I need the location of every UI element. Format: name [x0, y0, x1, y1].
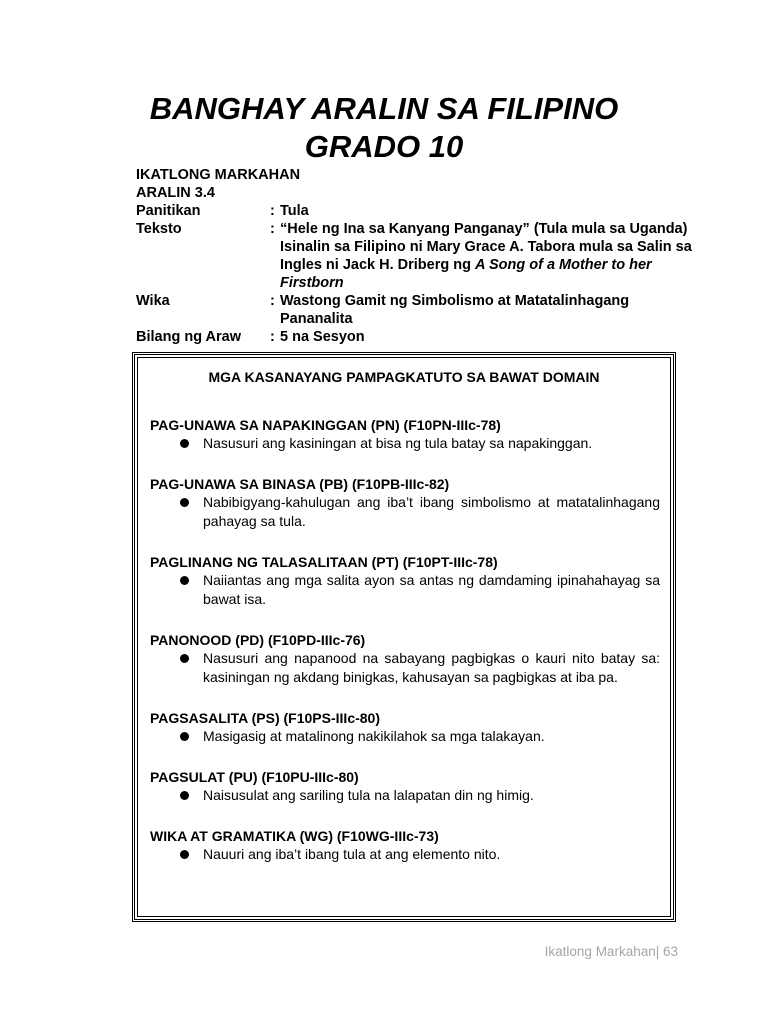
- info-colon: :: [270, 203, 275, 219]
- bullet-icon: [180, 439, 189, 448]
- competency-text: Naisusulat ang sariling tula na lalapatan din ng himig.: [203, 787, 534, 803]
- bullet-icon: [180, 732, 189, 741]
- competencies-box: [132, 352, 676, 922]
- competency-text: Nauuri ang iba’t ibang tula at ang elemento nito.: [203, 846, 501, 862]
- lesson-label: ARALIN 3.4: [136, 185, 215, 201]
- competencies-title: MGA KASANAYANG PAMPAGKATUTO SA BAWAT DOMAIN: [208, 369, 600, 385]
- domain-item: [150, 631, 660, 687]
- competency-text: Nasusuri ang kasiningan at bisa ng tula batay sa napakinggan.: [203, 435, 593, 451]
- info-row-teksto: [136, 220, 696, 292]
- domain-item: [150, 416, 660, 453]
- info-value: 5 na Sesyon: [280, 329, 365, 345]
- quarter-label: IKATLONG MARKAHAN: [136, 167, 301, 183]
- domain-heading: PAGLINANG NG TALASALITAAN (PT) (F10PT-IIIc-78): [150, 554, 498, 570]
- info-label: Wika: [136, 293, 170, 309]
- document-title: [0, 90, 768, 166]
- info-value-italic: A Song of a Mother to her Firstborn: [280, 257, 652, 291]
- competency-bullet: [180, 845, 660, 864]
- domain-item: [150, 553, 660, 609]
- competency-text: Nabibigyang-kahulugan ang iba’t ibang simbolismo at matatalinhagang pahayag sa tula.: [203, 494, 660, 529]
- info-colon: :: [270, 329, 275, 345]
- info-value-wrapper: [280, 220, 696, 292]
- info-colon: :: [270, 221, 275, 237]
- competency-bullet: [180, 786, 660, 805]
- page-footer: Ikatlong Markahan| 63: [544, 944, 678, 959]
- info-row-bilang-ng-araw: [136, 328, 696, 346]
- domain-heading: WIKA AT GRAMATIKA (WG) (F10WG-IIIc-73): [150, 828, 439, 844]
- bullet-icon: [180, 850, 189, 859]
- info-row-panitikan: [136, 202, 696, 220]
- title-line-2: GRADO 10: [304, 129, 464, 164]
- competency-bullet: [180, 727, 660, 746]
- domain-heading: PAG-UNAWA SA NAPAKINGGAN (PN) (F10PN-IIIc-78): [150, 417, 501, 433]
- domain-heading: PAGSULAT (PU) (F10PU-IIIc-80): [150, 769, 359, 785]
- bullet-icon: [180, 498, 189, 507]
- competency-bullet: [180, 649, 660, 687]
- info-row-wika: [136, 292, 696, 328]
- bullet-icon: [180, 654, 189, 663]
- info-label: Teksto: [136, 221, 182, 237]
- competency-bullet: [180, 571, 660, 609]
- title-line-1: BANGHAY ARALIN SA FILIPINO: [149, 91, 619, 126]
- competency-bullet: [180, 434, 660, 453]
- bullet-icon: [180, 576, 189, 585]
- info-label: Panitikan: [136, 203, 201, 219]
- domain-list: [150, 416, 660, 886]
- domain-item: [150, 768, 660, 805]
- info-label: Bilang ng Araw: [136, 329, 241, 345]
- domain-heading: PAGSASALITA (PS) (F10PS-IIIc-80): [150, 710, 380, 726]
- info-value: Wastong Gamit ng Simbolismo at Matatalinhagang Pananalita: [280, 293, 630, 327]
- competency-text: Nasusuri ang napanood na sabayang pagbigkas o kauri nito batay sa: kasiningan ng akdang binigkas, kahusayan sa pagbigkas at iba pa.: [203, 650, 660, 685]
- info-value: “Hele ng Ina sa Kanyang Panganay” (Tula mula sa Uganda) Isinalin sa Filipino ni Mary Grace A. Tabora mula sa Salin sa Ingles ni Jack H. Driberg ng: [280, 221, 692, 273]
- domain-item: [150, 827, 660, 864]
- domain-item: [150, 475, 660, 531]
- competency-bullet: [180, 493, 660, 531]
- info-colon: :: [270, 293, 275, 309]
- competency-text: Naiiantas ang mga salita ayon sa antas ng damdaming ipinahahayag sa bawat isa.: [203, 572, 660, 607]
- domain-heading: PAG-UNAWA SA BINASA (PB) (F10PB-IIIc-82): [150, 476, 450, 492]
- domain-heading: PANONOOD (PD) (F10PD-IIIc-76): [150, 632, 366, 648]
- info-value: Tula: [280, 203, 309, 219]
- competency-text: Masigasig at matalinong nakikilahok sa mga talakayan.: [203, 728, 545, 744]
- bullet-icon: [180, 791, 189, 800]
- domain-item: [150, 709, 660, 746]
- lesson-info: [136, 166, 696, 346]
